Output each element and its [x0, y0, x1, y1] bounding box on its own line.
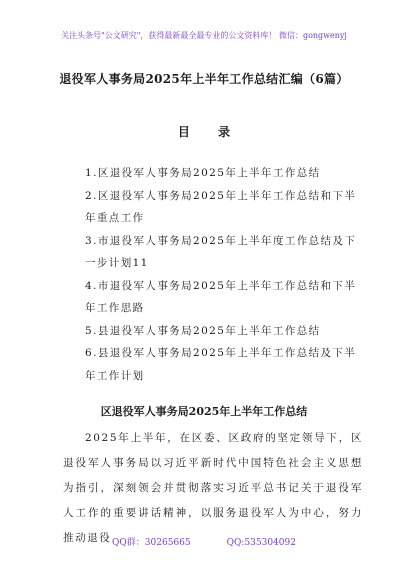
document-title: 退役军人事务局2025年上半年工作总结汇编（6篇）	[59, 72, 349, 86]
toc-item[interactable]: 3.市退役军人事务局2025年上半年度工作总结及下一步计划11	[85, 234, 357, 269]
footer-contact	[0, 535, 408, 548]
toc-item[interactable]: 1.区退役军人事务局2025年上半年工作总结	[85, 167, 321, 179]
table-of-contents	[63, 162, 363, 387]
toc-heading: 目 录	[177, 125, 243, 139]
toc-item[interactable]: 5.县退役军人事务局2025年上半年工作总结	[85, 324, 321, 337]
toc-item[interactable]: 4.市退役军人事务局2025年上半年工作总结和下半年工作思路	[85, 279, 357, 314]
toc-item[interactable]: 2.区退役军人事务局2025年上半年工作总结和下半年重点工作	[85, 189, 357, 224]
toc-item[interactable]: 6.县退役军人事务局2025年上半年工作总结及下半年工作计划	[85, 347, 357, 382]
body-paragraph: 2025年上半年，在区委、区政府的坚定领导下，区退役军人事务局以习近平新时代中国特色社会主义思想为指引，深刻领会并贯彻落实习近平总书记关于退役军人工作的重要讲话精神，以服务退役军人为中心，努力推动退役	[63, 432, 363, 544]
header-promo-note: 关注头条号"公文研究"，获得最新最全最专业的公文资料库！ 微信：gongwenyj	[61, 31, 347, 40]
section-title: 区退役军人事务局2025年上半年工作总结	[100, 405, 308, 418]
footer-qq-group: QQ群：30265665	[112, 538, 191, 548]
footer-qq-number: QQ:535304092	[226, 538, 296, 548]
